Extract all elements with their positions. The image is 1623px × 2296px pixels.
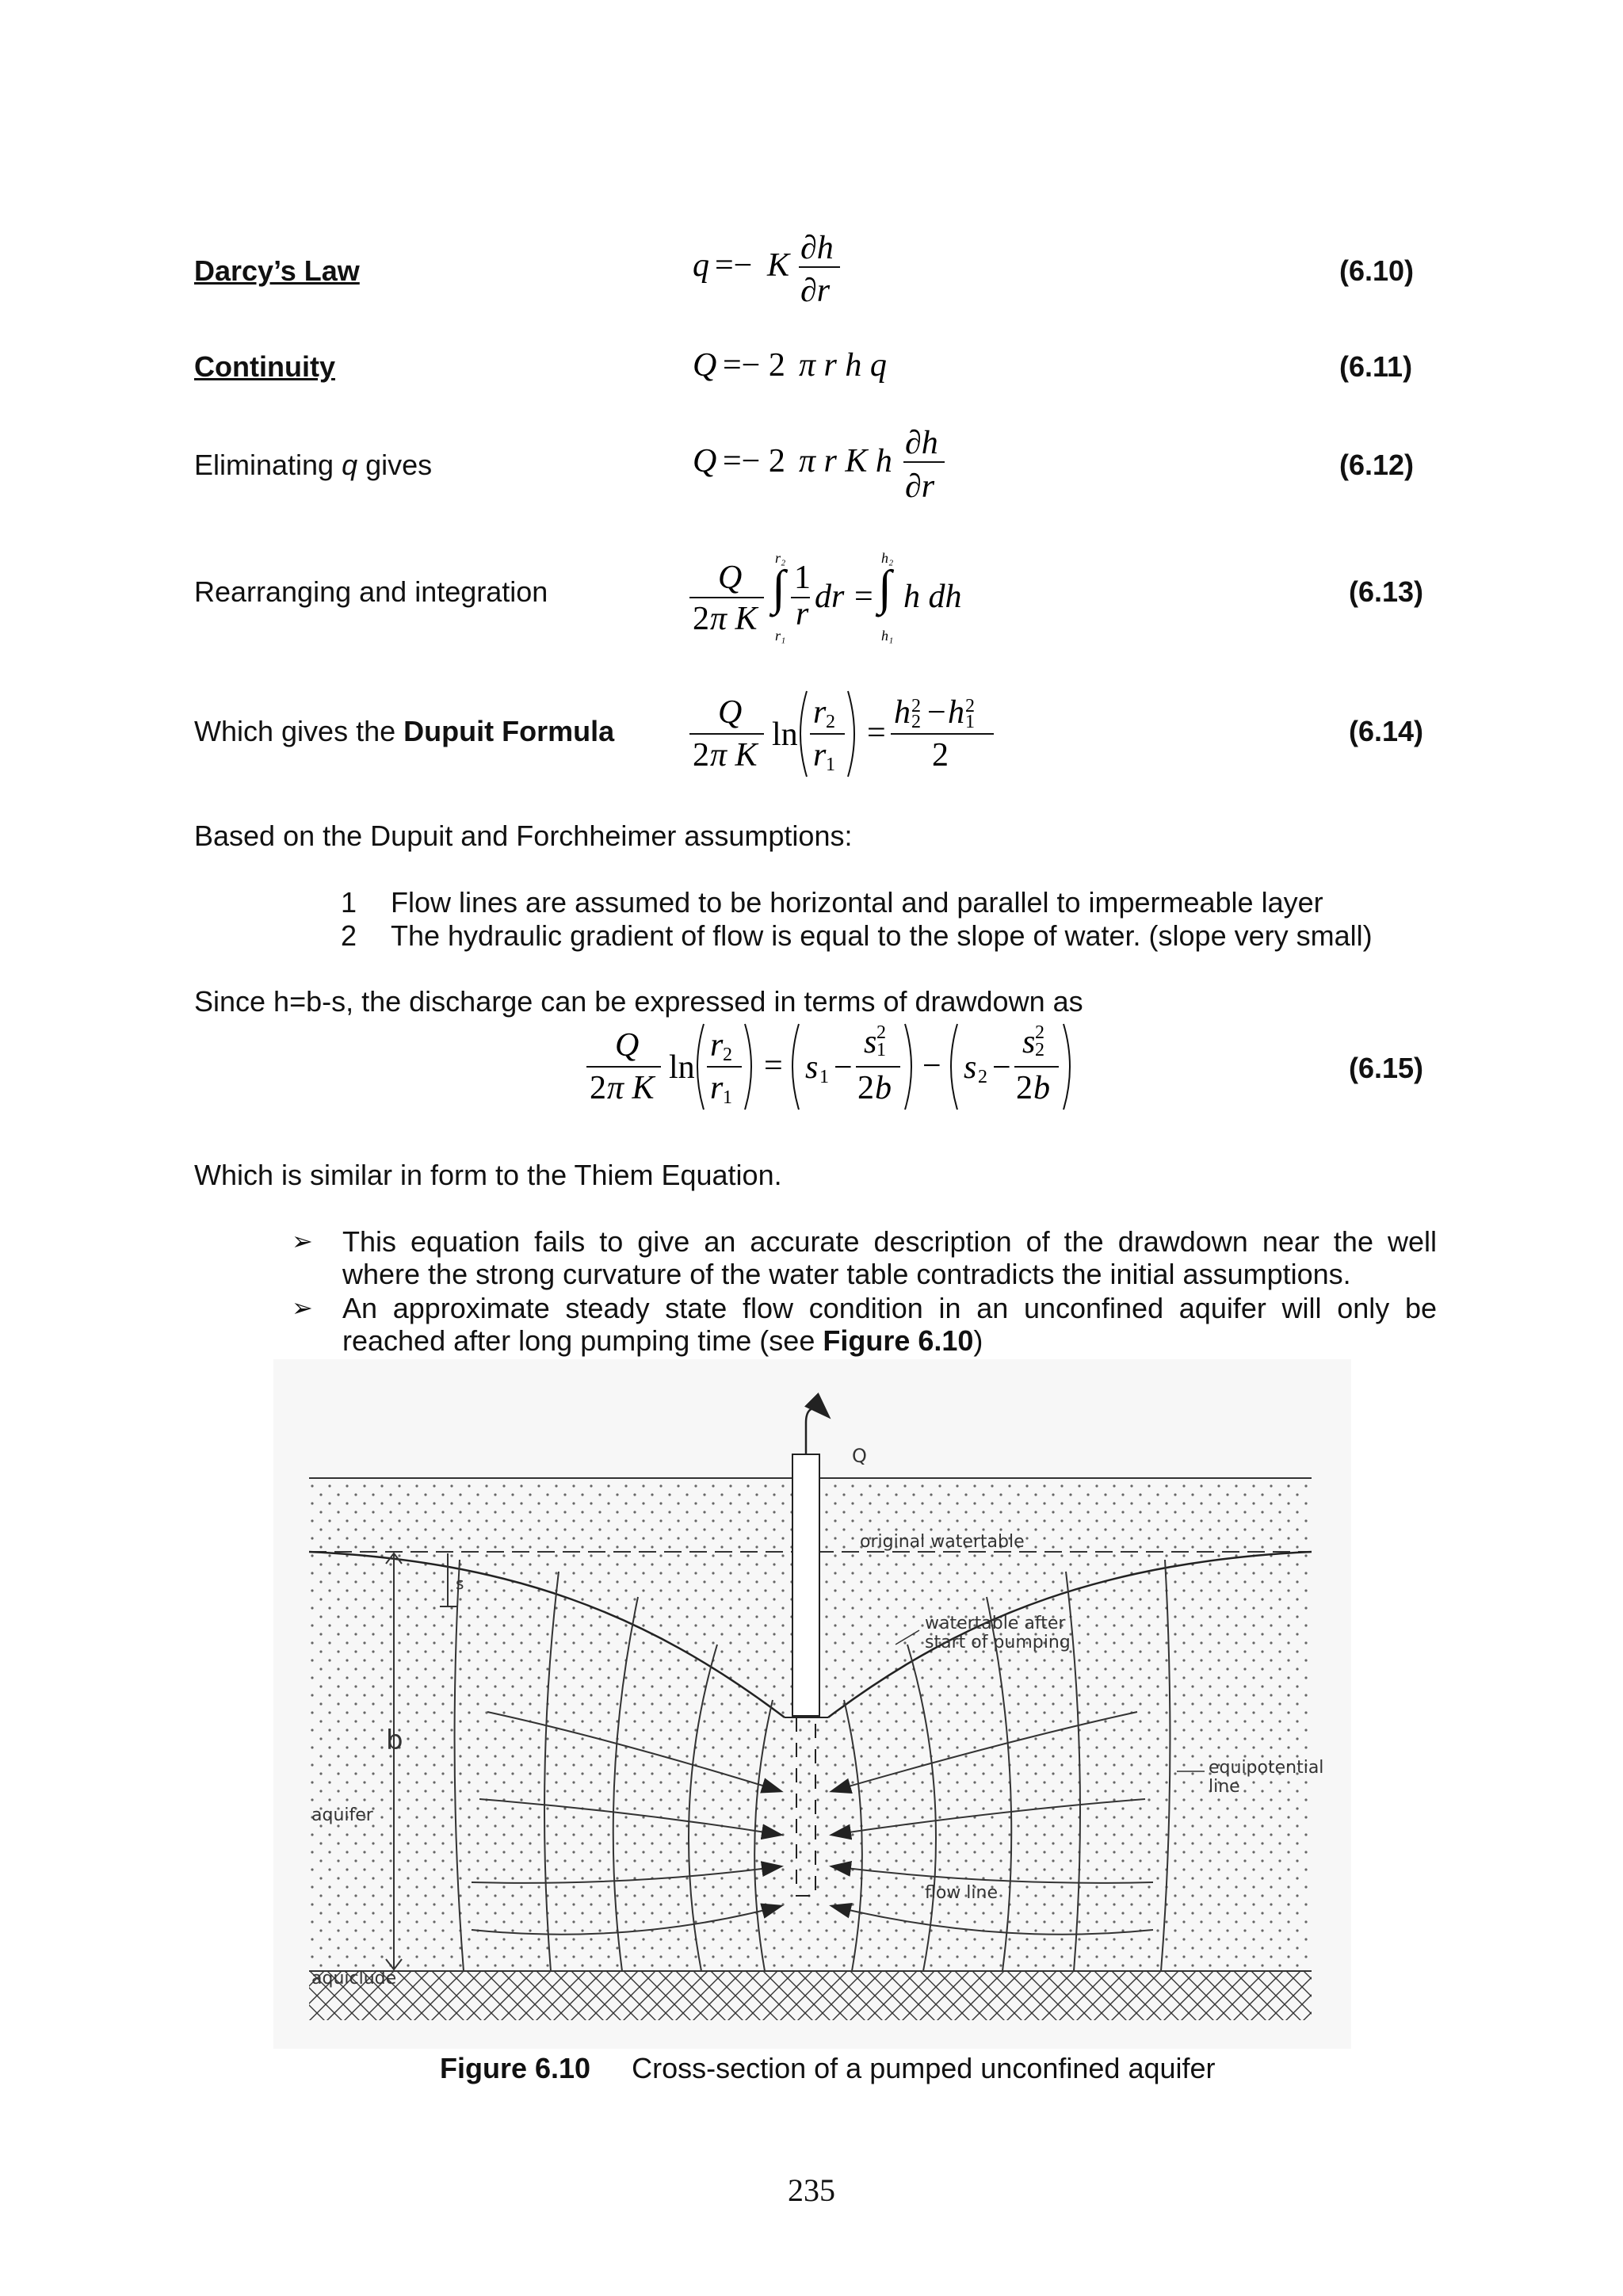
eq-number-6-13: (6.13) (1349, 575, 1424, 608)
arrow-bullet-icon: ➢ (292, 1227, 313, 1255)
svg-text:π K: π K (607, 1070, 655, 1106)
svg-text:r: r (710, 1027, 724, 1064)
svg-text:2: 2 (1035, 1040, 1044, 1060)
eq-number-6-14: (6.14) (1349, 715, 1424, 747)
svg-text:h₁: h₁ (881, 628, 894, 644)
svg-text:h: h (948, 694, 964, 731)
svg-text:1: 1 (876, 1040, 886, 1060)
assumptions-intro: Based on the Dupuit and Forchheimer assumptions: (194, 819, 853, 852)
svg-text:π r K h: π r K h (799, 443, 892, 479)
list-item: ➢ This equation fails to give an accurate description of the drawdown near the well where the strong curvature of the water table contradicts the initial assumptions. (292, 1225, 1437, 1290)
assumptions-list (341, 886, 1373, 953)
svg-text:b: b (1033, 1070, 1050, 1106)
svg-text:2: 2 (965, 696, 975, 716)
thiem-note: Which is similar in form to the Thiem Equation. (194, 1159, 782, 1191)
svg-text:s: s (1022, 1024, 1036, 1060)
svg-text:K: K (767, 247, 790, 284)
svg-text:2: 2 (590, 1070, 606, 1106)
svg-text:r₁: r₁ (775, 628, 786, 644)
svg-text:−: − (834, 1049, 853, 1086)
arrow-bullet-icon: ➢ (292, 1293, 313, 1322)
svg-text:=−: =− (715, 247, 753, 284)
label-watertable-after-1: watertable after (925, 1614, 1066, 1633)
svg-text:2: 2 (1035, 1022, 1044, 1043)
label-aquiclude: aquiclude (311, 1969, 397, 1988)
svg-text:dr: dr (815, 579, 845, 615)
svg-text:ln: ln (772, 716, 798, 753)
svg-text:q: q (693, 247, 709, 284)
svg-text:∂r: ∂r (800, 273, 831, 309)
label-equipotential-1: equipotential (1209, 1758, 1324, 1778)
svg-text:Q: Q (718, 694, 743, 731)
svg-text:π K: π K (710, 737, 758, 774)
eq-number-6-12: (6.12) (1339, 449, 1415, 481)
bullet-list (292, 1225, 1437, 1358)
svg-text:=− 2: =− 2 (723, 443, 785, 479)
label-b: b (386, 1725, 403, 1756)
svg-text:∫: ∫ (878, 561, 892, 615)
svg-text:−: − (922, 1048, 941, 1084)
svg-text:π K: π K (710, 601, 758, 637)
label-darcys-law: Darcy’s Law (194, 254, 360, 287)
svg-text:h: h (894, 694, 911, 731)
svg-text:2: 2 (911, 696, 921, 716)
label-continuity: Continuity (194, 350, 335, 383)
svg-text:=: = (867, 715, 886, 751)
label-q: Q (852, 1445, 867, 1467)
svg-text:1: 1 (965, 712, 975, 732)
eq-number-6-15: (6.15) (1349, 1052, 1424, 1084)
svg-text:ln: ln (669, 1049, 695, 1086)
svg-text:2: 2 (723, 1045, 732, 1065)
svg-text:1: 1 (826, 755, 835, 775)
svg-text:s: s (964, 1049, 977, 1086)
svg-text:∫: ∫ (772, 561, 785, 615)
discharge-arrow-icon (806, 1408, 828, 1454)
svg-text:2: 2 (876, 1022, 886, 1043)
label-s: s (456, 1574, 464, 1593)
svg-text:2: 2 (826, 712, 835, 732)
svg-text:∂h: ∂h (905, 425, 938, 461)
list-item: 2 The hydraulic gradient of flow is equal to the slope of water. (slope very small) (341, 919, 1373, 952)
svg-text:Q: Q (718, 560, 743, 596)
svg-text:r: r (710, 1070, 724, 1106)
svg-text:r: r (796, 596, 809, 632)
svg-text:Q: Q (693, 347, 717, 384)
svg-text:=: = (854, 579, 873, 615)
svg-text:2: 2 (693, 601, 709, 637)
figure-caption: Figure 6.10 Cross-section of a pumped unconfined aquifer (440, 2052, 1216, 2084)
svg-text:2: 2 (857, 1070, 874, 1106)
svg-text:Q: Q (693, 443, 717, 479)
aquifer-figure (273, 1359, 1351, 2049)
svg-text:π r h q: π r h q (799, 347, 887, 384)
equation-6-11 (689, 341, 927, 397)
svg-text:2: 2 (1016, 1070, 1033, 1106)
svg-text:2: 2 (911, 712, 921, 732)
list-item: ➢ An approximate steady state flow condition in an unconfined aquifer will only be reached after long pumping time (see Figure 6.10) (292, 1292, 1437, 1357)
label-rearranging: Rearranging and integration (194, 575, 548, 608)
svg-text:1: 1 (723, 1087, 732, 1108)
label-original-watertable: original watertable (860, 1532, 1025, 1552)
svg-text:∂h: ∂h (800, 230, 834, 266)
svg-text:r: r (813, 694, 827, 731)
label-aquifer: aquifer (311, 1805, 373, 1825)
svg-text:b: b (875, 1070, 892, 1106)
equation-6-12 (689, 420, 943, 516)
drawdown-intro: Since h=b-s, the discharge can be expressed in terms of drawdown as (194, 985, 1083, 1018)
equation-6-15 (586, 1014, 1078, 1126)
svg-text:=: = (764, 1048, 783, 1084)
svg-text:2: 2 (978, 1067, 987, 1087)
svg-text:r₂: r₂ (775, 550, 786, 566)
label-dupuit: Which gives the Dupuit Formula (194, 715, 615, 747)
svg-text:−: − (992, 1049, 1011, 1086)
svg-text:=− 2: =− 2 (723, 347, 785, 384)
svg-text:s: s (805, 1049, 819, 1086)
list-item: 1 Flow lines are assumed to be horizontal and parallel to impermeable layer (341, 886, 1323, 919)
eq-number-6-11: (6.11) (1339, 350, 1413, 383)
eq-number-6-10: (6.10) (1339, 254, 1415, 287)
label-equipotential-2: line (1209, 1777, 1240, 1797)
aquiclude-hatch (309, 1971, 1312, 2020)
svg-text:1: 1 (794, 560, 811, 596)
equation-6-14 (689, 682, 1006, 793)
svg-text:∂r: ∂r (905, 468, 935, 505)
equation-6-13 (689, 545, 975, 657)
svg-text:h dh: h dh (903, 579, 962, 615)
svg-text:2: 2 (932, 737, 949, 774)
label-flow-line: flow line (925, 1883, 999, 1903)
svg-text:r: r (813, 737, 827, 774)
label-watertable-after-2: start of pumping (925, 1633, 1071, 1652)
svg-text:1: 1 (819, 1067, 829, 1087)
well-casing (792, 1454, 819, 1716)
svg-text:2: 2 (693, 737, 709, 774)
svg-text:Q: Q (615, 1027, 640, 1064)
label-eliminating: Eliminating q gives (194, 449, 433, 481)
page-number: 235 (788, 2172, 835, 2208)
equation-6-10 (689, 230, 848, 326)
svg-text:s: s (864, 1024, 877, 1060)
svg-text:−: − (927, 694, 946, 731)
svg-text:h₂: h₂ (881, 550, 894, 566)
